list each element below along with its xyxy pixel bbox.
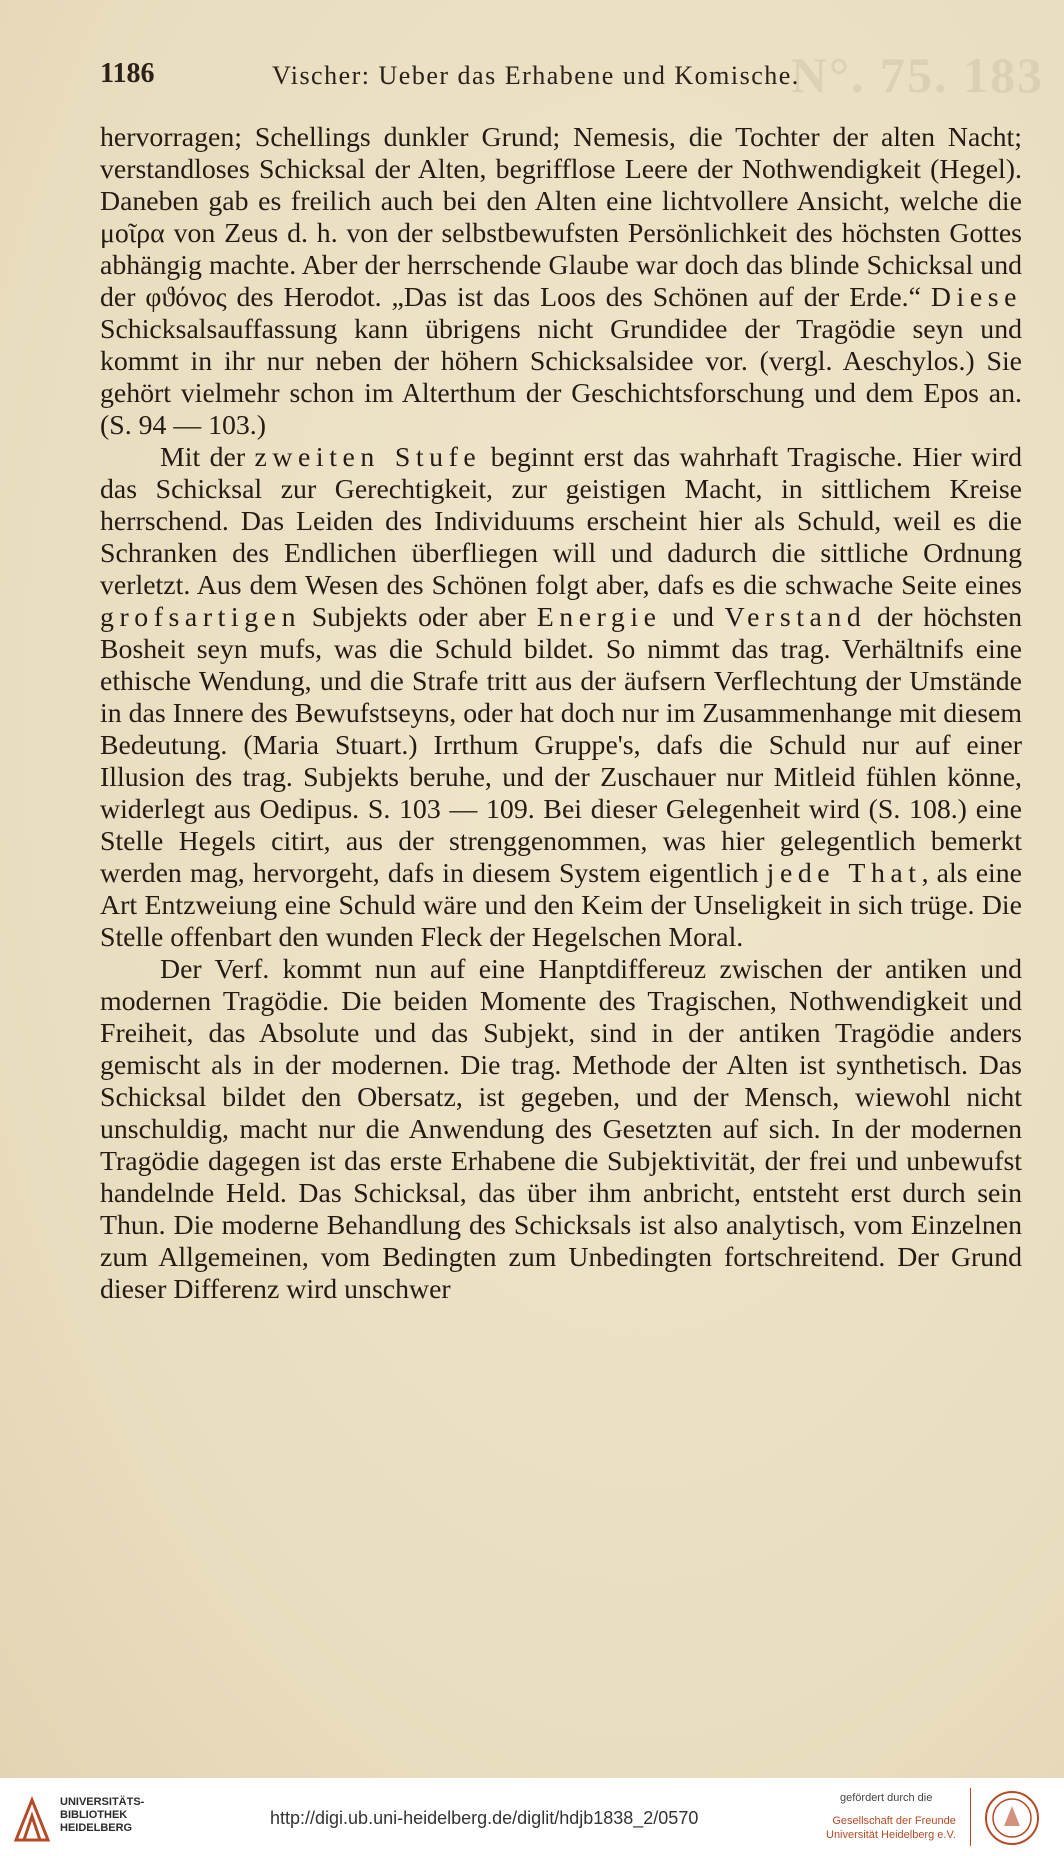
society-name bbox=[826, 1814, 956, 1842]
emphasis-spaced: Energie bbox=[536, 602, 662, 633]
emphasis-spaced: grofsartigen bbox=[100, 602, 302, 633]
library-name-line: HEIDELBERG bbox=[60, 1822, 133, 1834]
library-name-line: UNIVERSITÄTS- bbox=[60, 1796, 145, 1808]
emphasis-spaced: Verstand bbox=[724, 602, 867, 633]
society-name-line: Gesellschaft der Freunde bbox=[832, 1815, 956, 1827]
footer-divider bbox=[970, 1788, 971, 1846]
text-run: Subjekts oder aber bbox=[301, 602, 537, 633]
emphasis-spaced: jede That bbox=[766, 858, 922, 889]
paragraph-2 bbox=[100, 442, 1022, 954]
bleed-through-text: N°. 75. 183 bbox=[790, 47, 1044, 103]
text-run: hervorragen; Schellings dunkler Grund; Nemesis, die Tochter der alten Nacht; verstandloses Schicksal der Alten, begrifflose Leere der Nothwendigkeit (Hegel). Daneben gab es freilich auch bei den Alten eine lichtvollere Ansicht, welche die μοῖρα von Zeus d. h. von der selbstbewufsten Persönlichkeit des höchsten Gottes abhängig machte. Aber der herrschende Glaube war doch das blinde Schicksal und der φϑόνος des Herodot. „Das ist das Loos des Schönen auf der Erde.“ bbox=[100, 122, 1022, 313]
library-name bbox=[60, 1796, 144, 1835]
society-name-line: Universität Heidelberg e.V. bbox=[826, 1829, 956, 1841]
text-run: , als eine Art Entzweiung eine Schuld wäre und den Keim der Unseligkeit in sich trüge. Die Stelle offenbart den wunden Fleck der Hegelschen Moral. bbox=[100, 858, 1022, 953]
text-run: und bbox=[661, 602, 725, 633]
library-name-line: BIBLIOTHEK bbox=[60, 1809, 128, 1821]
emphasis-spaced: zweiten Stufe bbox=[254, 442, 482, 473]
body-text bbox=[100, 122, 1022, 1306]
emphasis-spaced: Diese bbox=[930, 282, 1022, 313]
library-logo-icon bbox=[12, 1796, 52, 1844]
text-run: beginnt erst das wahrhaft Tragische. Hier wird das Schicksal zur Gerechtigkeit, zur geistigen Macht, in sittlichem Kreise herrschend. Das Leiden des Individuums erscheint hier als Schuld, weil es die Schranken des Endlichen überfliegen will und dadurch die sittliche Ordnung verletzt. Aus dem Wesen des Schönen folgt aber, dafs es die schwache Seite eines bbox=[100, 442, 1022, 601]
university-seal-icon bbox=[984, 1790, 1040, 1846]
digitization-footer bbox=[0, 1778, 1064, 1856]
text-run: Schicksalsauffassung kann übrigens nicht Grundidee der Tragödie seyn und kommt in ihr nur neben der höhern Schicksalsidee vor. (vergl. Aeschylos.) Sie gehört vielmehr schon im Alterthum der Geschichtsforschung und dem Epos an. (S. 94 — 103.) bbox=[100, 314, 1022, 441]
paragraph-3: Der Verf. kommt nun auf eine Hanptdiffereuz zwischen der antiken und modernen Tragödie. Die beiden Momente des Tragischen, Nothwendigkeit und Freiheit, das Absolute und das Subjekt, sind in der antiken Tragödie anders gemischt als in der modernen. Die trag. Methode der Alten ist synthetisch. Das Schicksal bildet den Obersatz, ist gegeben, und der Mensch, wiewohl nicht unschuldig, macht nur die Anwendung des Gesetzten auf sich. In der modernen Tragödie dagegen ist das erste Erhabene die Subjektivität, der frei und unbewufst handelnde Held. Das Schicksal, das über ihm anbricht, entsteht erst durch sein Thun. Die moderne Behandlung des Schicksals ist also analytisch, vom Einzelnen zum Allgemeinen, vom Bedingten zum Unbedingten fortschreitend. Der Grund dieser Differenz wird unschwer bbox=[100, 954, 1022, 1305]
page-number: 1186 bbox=[100, 58, 155, 89]
text-run: der höchsten Bosheit seyn mufs, was die Schuld bildet. So nimmt das trag. Verhältnifs eine ethische Wendung, und die Strafe tritt aus der äufsern Verflechtung der Umstände in das Innere des Bewufstseyns, oder hat doch nur im Zusammenhange mit diesem Bedeutung. (Maria Stuart.) Irrthum Gruppe's, dafs die Schuld nur auf einer Illusion des trag. Subjekts beruhe, und der Zuschauer nur Mitleid fühlen könne, widerlegt aus Oedipus. S. 103 — 109. Bei dieser Gelegenheit wird (S. 108.) eine Stelle Hegels citirt, aus der strenggenommen, was hier gelegentlich bemerkt werden mag, hervorgeht, dafs in diesem System eigentlich bbox=[100, 602, 1023, 889]
paragraph-1 bbox=[100, 122, 1022, 442]
running-head: Vischer: Ueber das Erhabene und Komische. bbox=[272, 61, 800, 90]
text-run: Mit der bbox=[160, 442, 255, 473]
funded-by-label: gefördert durch die bbox=[840, 1792, 933, 1804]
permalink-url[interactable]: http://digi.ub.uni-heidelberg.de/diglit/hdjb1838_2/0570 bbox=[270, 1808, 699, 1828]
